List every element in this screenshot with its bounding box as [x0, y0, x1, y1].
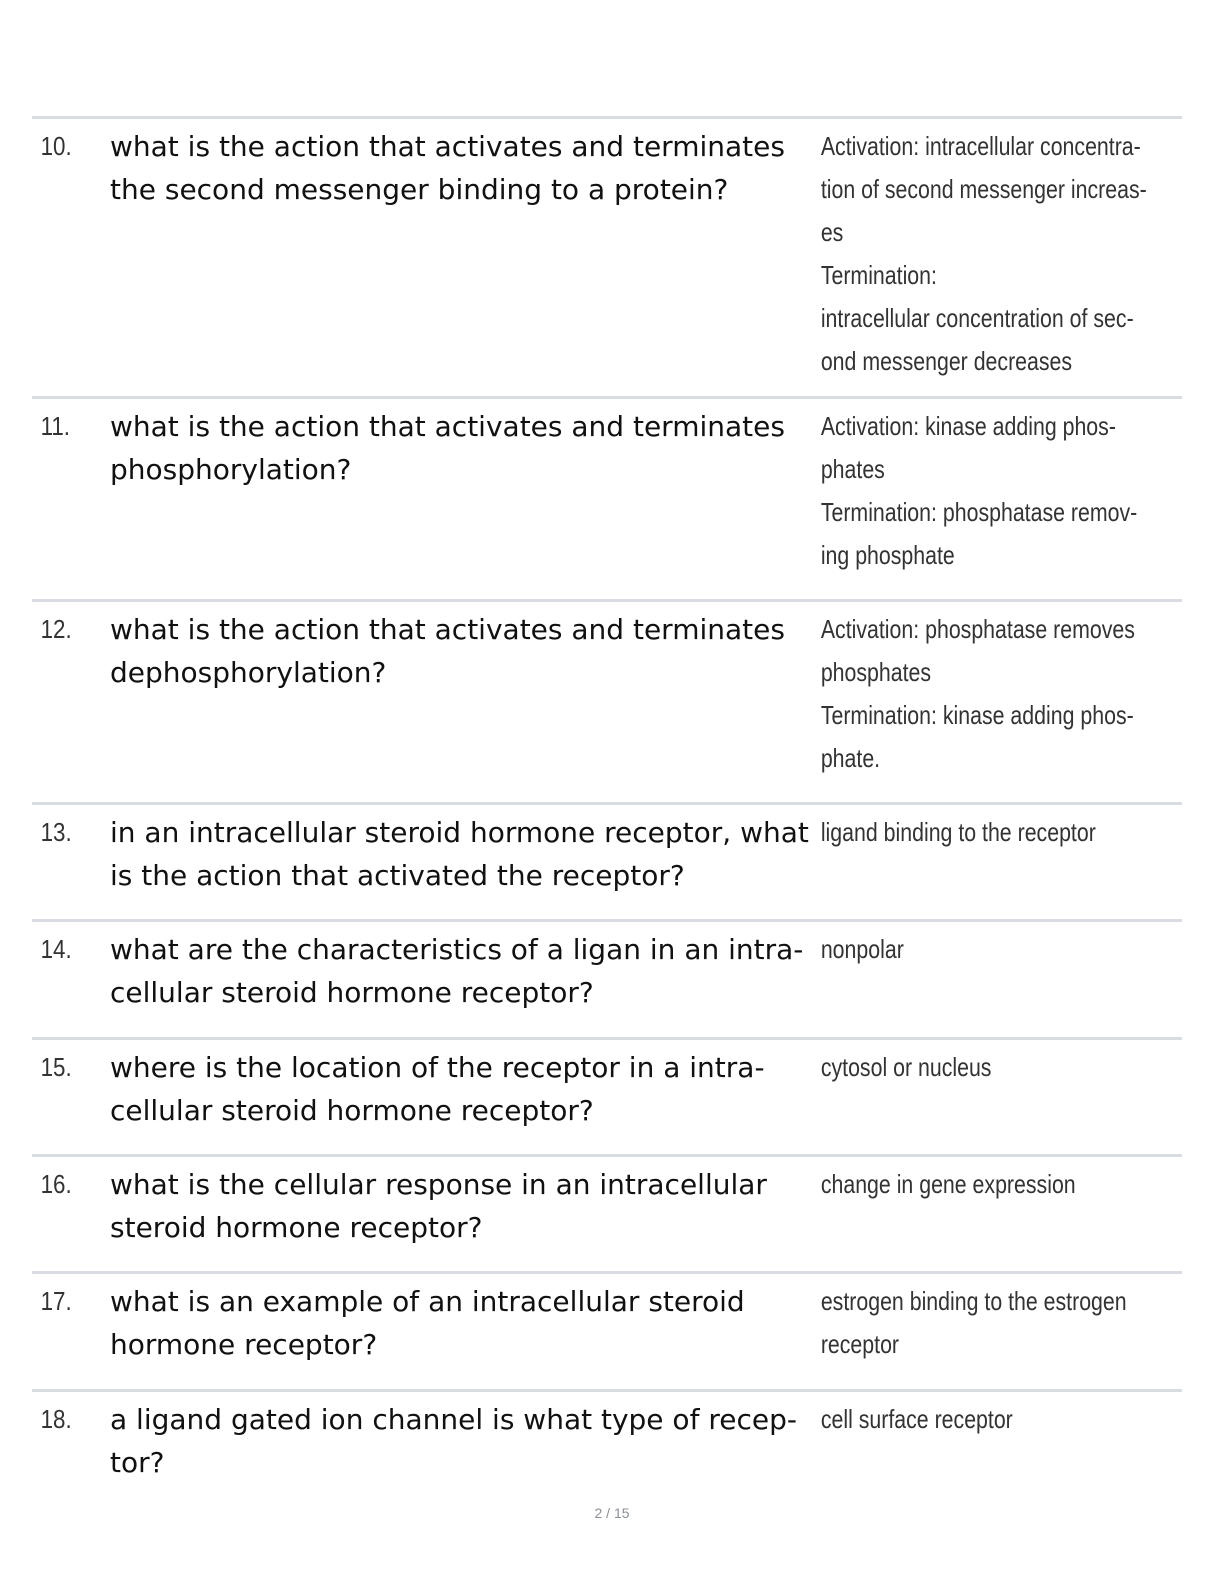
answer-line: receptor — [820, 1329, 900, 1359]
card-number: 14. — [40, 934, 72, 964]
answer-line: ligand binding to the receptor — [820, 817, 1096, 847]
flashcard-row — [32, 1040, 1182, 1157]
flashcard-list — [32, 116, 1182, 1492]
flashcard-row — [32, 922, 1182, 1040]
answer-line: Activation: intracellular concentra- — [820, 131, 1141, 161]
card-answer — [820, 405, 1166, 599]
card-question: what are the characteristics of a ligan in an intra-cellular steroid hormone receptor? — [110, 933, 804, 1009]
answer-line: change in gene expression — [820, 1169, 1076, 1199]
card-answer — [820, 1046, 1166, 1154]
answer-line: phosphates — [820, 657, 932, 687]
card-question: where is the location of the receptor in a intra-cellular steroid hormone receptor? — [110, 1051, 765, 1127]
card-answer — [820, 1398, 1166, 1492]
page-indicator: 2 / 15 — [594, 1505, 630, 1521]
card-answer — [820, 1280, 1166, 1389]
card-number: 11. — [40, 411, 71, 441]
answer-line: tion of second messenger increas- — [820, 174, 1147, 204]
answer-line: Termination: phosphatase remov- — [820, 497, 1138, 527]
answer-line: intracellular concentration of sec- — [820, 303, 1134, 333]
flashcard-row — [32, 805, 1182, 922]
flashcard-row — [32, 1157, 1182, 1274]
card-answer — [820, 125, 1166, 396]
flashcard-row — [32, 1274, 1182, 1392]
card-question: what is the action that activates and terminates phosphorylation? — [110, 410, 785, 486]
card-answer — [820, 811, 1166, 919]
answer-line: cell surface receptor — [820, 1404, 1013, 1434]
answer-line: nonpolar — [820, 934, 904, 964]
answer-line: Termination: — [820, 260, 937, 290]
answer-line: Activation: phosphatase removes — [820, 614, 1135, 644]
answer-line: ond messenger decreases — [820, 346, 1073, 376]
card-question: in an intracellular steroid hormone receptor, what is the action that activated the receptor? — [110, 816, 809, 892]
flashcard-row — [32, 399, 1182, 602]
card-question: what is an example of an intracellular steroid hormone receptor? — [110, 1285, 745, 1361]
answer-line: estrogen binding to the estrogen — [820, 1286, 1127, 1316]
card-number: 13. — [40, 817, 72, 847]
card-question: what is the action that activates and terminates dephosphorylation? — [110, 613, 785, 689]
card-number: 16. — [40, 1169, 72, 1199]
card-answer — [820, 1163, 1166, 1271]
card-answer — [820, 608, 1166, 802]
card-number: 18. — [40, 1404, 72, 1434]
answer-line: Activation: kinase adding phos- — [820, 411, 1116, 441]
answer-line: ing phosphate — [820, 540, 955, 570]
answer-line: Termination: kinase adding phos- — [820, 700, 1134, 730]
card-answer — [820, 928, 1166, 1037]
flashcard-row — [32, 119, 1182, 399]
card-number: 10. — [40, 131, 72, 161]
card-number: 12. — [40, 614, 72, 644]
flashcard-row — [32, 602, 1182, 805]
card-question: what is the cellular response in an intracellular steroid hormone receptor? — [110, 1168, 767, 1244]
card-question: a ligand gated ion channel is what type of recep-tor? — [110, 1403, 797, 1479]
card-number: 17. — [40, 1286, 72, 1316]
card-number: 15. — [40, 1052, 72, 1082]
answer-line: phate. — [820, 743, 881, 773]
card-question: what is the action that activates and terminates the second messenger binding to a protein? — [110, 130, 785, 206]
flashcard-row — [32, 1392, 1182, 1492]
answer-line: phates — [820, 454, 885, 484]
answer-line: es — [820, 217, 844, 247]
answer-line: cytosol or nucleus — [820, 1052, 992, 1082]
